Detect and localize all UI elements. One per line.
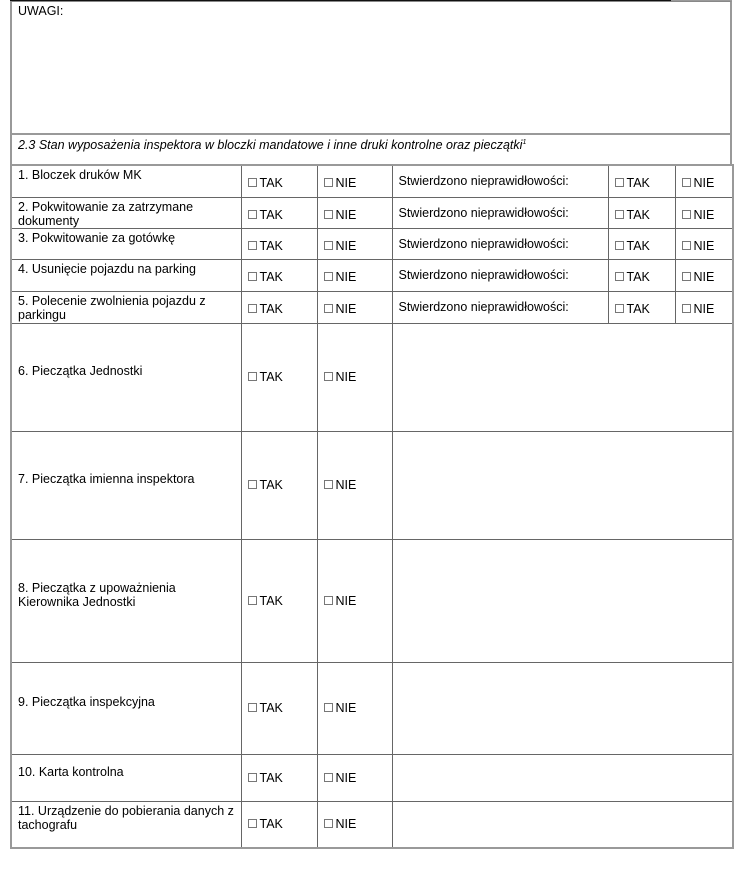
option-label: TAK <box>626 207 650 222</box>
table-row <box>11 431 733 539</box>
option-label: TAK <box>259 176 283 191</box>
no-checkbox[interactable] <box>317 259 392 291</box>
option-label: NIE <box>693 238 715 253</box>
yes-checkbox[interactable] <box>241 228 317 259</box>
checkbox-icon[interactable] <box>248 372 257 381</box>
irregularities-yes-checkbox[interactable] <box>608 259 675 291</box>
yes-checkbox[interactable] <box>241 291 317 323</box>
table-row <box>11 662 733 754</box>
checkbox-icon[interactable] <box>324 210 333 219</box>
checkbox-icon[interactable] <box>682 178 691 187</box>
item-label: 8. Pieczątka z upoważnienia Kierownika Jednostki <box>11 539 241 662</box>
checkbox-icon[interactable] <box>248 178 257 187</box>
checkbox-icon[interactable] <box>682 304 691 313</box>
yes-checkbox[interactable] <box>241 539 317 662</box>
yes-checkbox[interactable] <box>241 662 317 754</box>
checkbox-icon[interactable] <box>682 241 691 250</box>
option-label: NIE <box>335 207 357 222</box>
option-label: TAK <box>259 238 283 253</box>
option-label: TAK <box>259 270 283 284</box>
option-label: TAK <box>259 701 283 715</box>
notes-cell[interactable] <box>392 801 733 848</box>
option-label: NIE <box>335 238 357 253</box>
irregularities-no-checkbox[interactable] <box>675 259 733 291</box>
checkbox-icon[interactable] <box>248 819 257 828</box>
checkbox-icon[interactable] <box>324 773 333 782</box>
item-label: 2. Pokwitowanie za zatrzymane dokumenty <box>11 197 241 228</box>
section-header <box>10 133 732 165</box>
checkbox-icon[interactable] <box>682 210 691 219</box>
item-label: 7. Pieczątka imienna inspektora <box>11 431 241 539</box>
remarks-label: UWAGI: <box>18 4 64 18</box>
checkbox-icon[interactable] <box>324 241 333 250</box>
checkbox-icon[interactable] <box>248 304 257 313</box>
irregularities-label: Stwierdzono nieprawidłowości: <box>392 197 608 228</box>
checkbox-icon[interactable] <box>615 178 624 187</box>
no-checkbox[interactable] <box>317 228 392 259</box>
no-checkbox[interactable] <box>317 323 392 431</box>
option-label: NIE <box>335 302 357 316</box>
irregularities-label: Stwierdzono nieprawidłowości: <box>392 291 608 323</box>
checkbox-icon[interactable] <box>248 703 257 712</box>
table-row <box>11 197 733 228</box>
checkbox-icon[interactable] <box>615 304 624 313</box>
irregularities-no-checkbox[interactable] <box>675 228 733 259</box>
checkbox-icon[interactable] <box>324 372 333 381</box>
option-label: NIE <box>335 770 357 785</box>
section-title <box>18 138 526 152</box>
option-label: NIE <box>335 593 357 608</box>
option-label: TAK <box>259 593 283 608</box>
irregularities-yes-checkbox[interactable] <box>608 165 675 197</box>
notes-cell[interactable] <box>392 539 733 662</box>
no-checkbox[interactable] <box>317 165 392 197</box>
no-checkbox[interactable] <box>317 431 392 539</box>
table-row <box>11 165 733 197</box>
item-label: 11. Urządzenie do pobierania danych z tachografu <box>11 801 241 848</box>
no-checkbox[interactable] <box>317 539 392 662</box>
yes-checkbox[interactable] <box>241 431 317 539</box>
option-label: TAK <box>626 302 650 316</box>
table-row <box>11 228 733 259</box>
irregularities-label: Stwierdzono nieprawidłowości: <box>392 259 608 291</box>
option-label: NIE <box>335 370 357 384</box>
item-label: 9. Pieczątka inspekcyjna <box>11 662 241 754</box>
checkbox-icon[interactable] <box>682 272 691 281</box>
checkbox-icon[interactable] <box>324 304 333 313</box>
checkbox-icon[interactable] <box>324 819 333 828</box>
option-label: NIE <box>693 207 715 222</box>
no-checkbox[interactable] <box>317 801 392 848</box>
table-row <box>11 754 733 801</box>
notes-cell[interactable] <box>392 323 733 431</box>
yes-checkbox[interactable] <box>241 197 317 228</box>
option-label: NIE <box>335 270 357 284</box>
checkbox-icon[interactable] <box>248 210 257 219</box>
no-checkbox[interactable] <box>317 662 392 754</box>
irregularities-no-checkbox[interactable] <box>675 291 733 323</box>
option-label: TAK <box>259 370 283 384</box>
footnote-marker: 1 <box>522 138 527 146</box>
no-checkbox[interactable] <box>317 291 392 323</box>
option-label: NIE <box>335 176 357 191</box>
checkbox-icon[interactable] <box>248 272 257 281</box>
option-label: TAK <box>259 817 283 832</box>
checkbox-icon[interactable] <box>324 178 333 187</box>
irregularities-yes-checkbox[interactable] <box>608 228 675 259</box>
equipment-table <box>10 164 734 849</box>
item-label: 4. Usunięcie pojazdu na parking <box>11 259 241 291</box>
table-row <box>11 801 733 848</box>
checkbox-icon[interactable] <box>248 241 257 250</box>
option-label: NIE <box>335 701 357 715</box>
option-label: NIE <box>335 478 357 492</box>
option-label: NIE <box>335 817 357 832</box>
checkbox-icon[interactable] <box>615 241 624 250</box>
option-label: TAK <box>626 238 650 253</box>
checkbox-icon[interactable] <box>248 596 257 605</box>
item-label: 6. Pieczątka Jednostki <box>11 323 241 431</box>
item-label: 1. Bloczek druków MK <box>11 165 241 197</box>
irregularities-label: Stwierdzono nieprawidłowości: <box>392 165 608 197</box>
option-label: TAK <box>626 270 650 284</box>
checkbox-icon[interactable] <box>248 773 257 782</box>
no-checkbox[interactable] <box>317 754 392 801</box>
yes-checkbox[interactable] <box>241 801 317 848</box>
yes-checkbox[interactable] <box>241 165 317 197</box>
item-label: 3. Pokwitowanie za gotówkę <box>11 228 241 259</box>
option-label: NIE <box>693 270 715 284</box>
checkbox-icon[interactable] <box>615 272 624 281</box>
section-title-text: 2.3 Stan wyposażenia inspektora w bloczki mandatowe i inne druki kontrolne oraz pieczątki <box>18 138 523 152</box>
option-label: TAK <box>626 176 650 191</box>
yes-checkbox[interactable] <box>241 754 317 801</box>
checkbox-icon[interactable] <box>324 596 333 605</box>
yes-checkbox[interactable] <box>241 259 317 291</box>
table-row <box>11 291 733 323</box>
notes-cell[interactable] <box>392 662 733 754</box>
option-label: NIE <box>693 302 715 316</box>
option-label: TAK <box>259 770 283 785</box>
option-label: TAK <box>259 207 283 222</box>
option-label: TAK <box>259 302 283 316</box>
option-label: NIE <box>693 176 715 191</box>
item-label: 10. Karta kontrolna <box>11 754 241 801</box>
table-row <box>11 259 733 291</box>
no-checkbox[interactable] <box>317 197 392 228</box>
table-row <box>11 323 733 431</box>
irregularities-no-checkbox[interactable] <box>675 165 733 197</box>
item-label: 5. Polecenie zwolnienia pojazdu z parkingu <box>11 291 241 323</box>
remarks-box[interactable] <box>10 1 732 134</box>
irregularities-yes-checkbox[interactable] <box>608 197 675 228</box>
checkbox-icon[interactable] <box>324 703 333 712</box>
notes-cell[interactable] <box>392 754 733 801</box>
option-label: TAK <box>259 478 283 492</box>
irregularities-yes-checkbox[interactable] <box>608 291 675 323</box>
checkbox-icon[interactable] <box>324 480 333 489</box>
yes-checkbox[interactable] <box>241 323 317 431</box>
checkbox-icon[interactable] <box>324 272 333 281</box>
irregularities-label: Stwierdzono nieprawidłowości: <box>392 228 608 259</box>
notes-cell[interactable] <box>392 431 733 539</box>
table-row <box>11 539 733 662</box>
irregularities-no-checkbox[interactable] <box>675 197 733 228</box>
checkbox-icon[interactable] <box>248 480 257 489</box>
checkbox-icon[interactable] <box>615 210 624 219</box>
